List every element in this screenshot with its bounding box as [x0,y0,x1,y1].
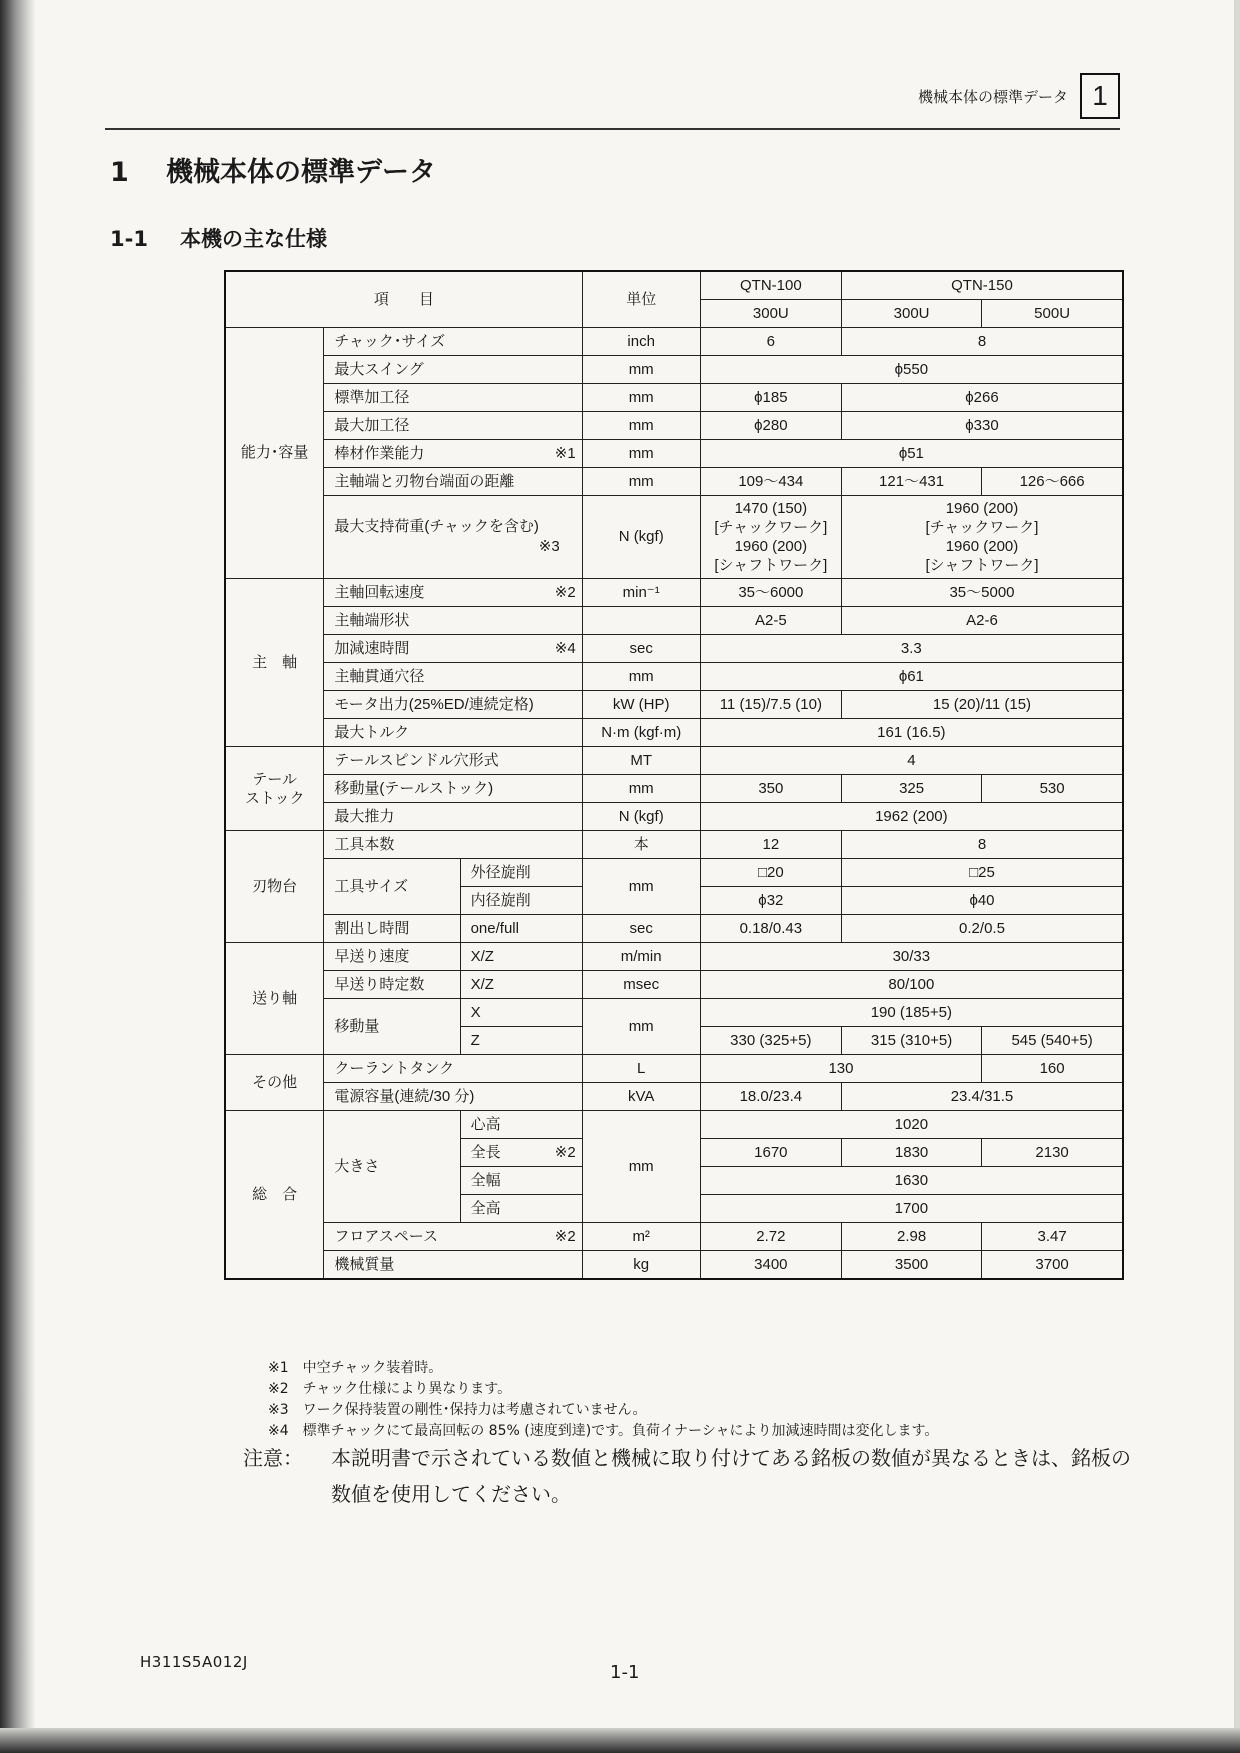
value-cell: 12 [700,831,841,859]
value-cell: 3400 [700,1251,841,1280]
unit-cell: mm [582,440,700,468]
running-header [918,70,1120,122]
value-cell: 1020 [700,1111,1123,1139]
table-row [225,635,1123,663]
value-cell: 18.0/23.4 [700,1083,841,1111]
item-axis-travel: 移動量 [324,999,460,1055]
unit-cell: kVA [582,1083,700,1111]
chapter-title [110,150,436,189]
value-cell: 3.3 [700,635,1123,663]
value-cell: 35～5000 [841,579,1123,607]
sub-item-id: 内径旋削 [460,887,582,915]
item-coolant-tank: クーラントタンク [324,1055,582,1083]
sub-item-length [460,1139,582,1167]
value-cell: 4 [700,747,1123,775]
item-power-capacity: 電源容量(連続/30 分) [324,1083,582,1111]
item-max-load [324,496,582,579]
unit-cell: min⁻¹ [582,579,700,607]
item-tail-taper: テールスピンドル穴形式 [324,747,582,775]
footnote-text: チャック仕様により異なります。 [302,1381,512,1397]
footnote-mark: ※2 [268,1381,289,1397]
value-cell: A2-6 [841,607,1123,635]
value-cell: 0.2/0.5 [841,915,1123,943]
item-std-dia: 標準加工径 [324,384,582,412]
table-row [225,831,1123,859]
unit-cell: MT [582,747,700,775]
unit-cell: N (kgf) [582,803,700,831]
footnote-mark: ※3 [268,1402,289,1418]
footnote [268,1379,938,1400]
sub-item-center-height: 心高 [460,1111,582,1139]
item-label: 棒材作業能力 [334,444,425,462]
value-cell: 2.98 [841,1223,981,1251]
value-cell: 35～6000 [700,579,841,607]
item-spindle-bore: 主軸貫通穴径 [324,663,582,691]
value-cell: ϕ51 [700,440,1123,468]
value-cell: 160 [982,1055,1123,1083]
item-motor-output: モータ出力(25%ED/連続定格) [324,691,582,719]
item-spindle-turret-distance: 主軸端と刃物台端面の距離 [324,468,582,496]
item-rapid-speed: 早送り速度 [324,943,460,971]
value-cell: 530 [982,775,1123,803]
unit-cell: mm [582,859,700,915]
section-title [110,223,327,253]
value-cell: 11 (15)/7.5 (10) [700,691,841,719]
unit-cell: N·m (kgf·m) [582,719,700,747]
table-header-row [225,271,1123,300]
note-mark: ※2 [554,1143,576,1161]
unit-cell: 本 [582,831,700,859]
table-row [225,579,1123,607]
unit-cell: mm [582,1111,700,1223]
item-max-swing: 最大スイング [324,356,582,384]
scan-right-edge [1234,0,1240,1753]
section-title-text: 本機の主な仕様 [180,227,327,251]
value-cell: 1962 (200) [700,803,1123,831]
category-tailstock [225,747,324,831]
caution-text: 本説明書で示されている数値と機械に取り付けてある銘板の数値が異なるときは、銘板の数値を使用してください。 [331,1446,1131,1506]
note-mark: ※4 [554,639,576,657]
footnote-text: 中空チャック装着時。 [302,1360,443,1376]
value-cell: 325 [841,775,981,803]
footnote-mark: ※1 [268,1360,289,1376]
sub-item-height: 全高 [460,1195,582,1223]
header-qtn150-300u: 300U [841,300,981,328]
category-line: ストック [244,789,305,807]
load-value: 1470 (150) [734,500,808,517]
unit-cell: sec [582,635,700,663]
value-cell: 3.47 [982,1223,1123,1251]
item-tool-size: 工具サイズ [324,859,460,915]
table-row [225,915,1123,943]
table-row [225,859,1123,887]
table-row [225,1111,1123,1139]
table-row [225,803,1123,831]
table-row [225,943,1123,971]
value-cell: ϕ185 [700,384,841,412]
header-qtn150: QTN-150 [841,271,1123,300]
table-row [225,747,1123,775]
unit-cell: mm [582,775,700,803]
item-max-torque: 最大トルク [324,719,582,747]
footnote [268,1358,938,1379]
item-label: フロアスペース [334,1227,439,1245]
unit-cell: mm [582,663,700,691]
caution-label: 注意： [243,1446,303,1470]
scan-binding-shadow [0,0,36,1753]
table-row [225,468,1123,496]
footnote-mark: ※4 [268,1423,289,1439]
value-cell: 109～434 [700,468,841,496]
header-qtn100-300u: 300U [700,300,841,328]
sub-item-od: 外径旋削 [460,859,582,887]
table-row [225,607,1123,635]
category-turret: 刃物台 [225,831,324,943]
sub-item: one/full [460,915,582,943]
item-accel-time [324,635,582,663]
item-tool-count: 工具本数 [324,831,582,859]
sub-item: X/Z [460,943,582,971]
value-cell: ϕ40 [841,887,1123,915]
note-mark: ※3 [538,538,560,555]
unit-cell: m² [582,1223,700,1251]
load-note: [チャックワーク] [714,519,828,536]
value-cell: 190 (185+5) [700,999,1123,1027]
unit-cell: m/min [582,943,700,971]
load-value: 1960 (200) [945,500,1019,517]
value-cell: 30/33 [700,943,1123,971]
category-spindle: 主 軸 [225,579,324,747]
value-cell: ϕ280 [700,412,841,440]
table-row [225,775,1123,803]
value-cell: □20 [700,859,841,887]
load-value: 1960 (200) [734,538,808,555]
sub-item-x: X [460,999,582,1027]
table-row [225,971,1123,999]
table-row [225,1223,1123,1251]
header-qtn100: QTN-100 [700,271,841,300]
item-bar-capacity [324,440,582,468]
load-note: [シャフトワーク] [925,557,1039,574]
scan-bottom-shadow [0,1728,1240,1753]
sub-item-z: Z [460,1027,582,1055]
value-cell: 161 (16.5) [700,719,1123,747]
sub-item-width: 全幅 [460,1167,582,1195]
unit-cell: mm [582,412,700,440]
value-cell [841,496,1123,579]
header-rule [105,128,1120,130]
load-value: 1960 (200) [945,538,1019,555]
item-label: 最大支持荷重(チャックを含む) [334,518,539,535]
value-cell: 126～666 [982,468,1123,496]
value-cell: 545 (540+5) [982,1027,1123,1055]
category-feed: 送り軸 [225,943,324,1055]
value-cell: 1830 [841,1139,981,1167]
value-cell: ϕ330 [841,412,1123,440]
unit-cell: N (kgf) [582,496,700,579]
item-spindle-speed [324,579,582,607]
item-spindle-nose: 主軸端形状 [324,607,582,635]
unit-cell: msec [582,971,700,999]
value-cell: ϕ266 [841,384,1123,412]
unit-cell: kW (HP) [582,691,700,719]
running-header-title: 機械本体の標準データ [917,87,1068,106]
item-size: 大きさ [324,1111,460,1223]
value-cell: 130 [700,1055,981,1083]
value-cell: ϕ32 [700,887,841,915]
item-max-thrust: 最大推力 [324,803,582,831]
unit-cell: mm [582,999,700,1055]
value-cell: A2-5 [700,607,841,635]
table-row [225,440,1123,468]
value-cell: 350 [700,775,841,803]
value-cell: 2.72 [700,1223,841,1251]
note-mark: ※2 [554,583,576,601]
table-row [225,356,1123,384]
unit-cell: kg [582,1251,700,1280]
value-cell: 1630 [700,1167,1123,1195]
table-row [225,1083,1123,1111]
page-number: 1-1 [610,1662,640,1683]
value-cell: 1670 [700,1139,841,1167]
value-cell: 3700 [982,1251,1123,1280]
item-label: 主軸回転速度 [334,583,425,601]
chapter-number: 1 [110,157,129,188]
unit-cell: sec [582,915,700,943]
category-capacity: 能力･容量 [225,328,324,579]
unit-cell: inch [582,328,700,356]
value-cell: 121～431 [841,468,981,496]
table-row [225,412,1123,440]
value-cell: 2130 [982,1139,1123,1167]
value-cell: ϕ61 [700,663,1123,691]
category-general: 総 合 [225,1111,324,1280]
footnote [268,1421,938,1442]
table-row [225,691,1123,719]
item-tail-travel: 移動量(テールストック) [324,775,582,803]
footnotes [268,1358,938,1442]
note-mark: ※1 [554,444,576,462]
header-unit: 単位 [582,271,700,328]
header-qtn150-500u: 500U [982,300,1123,328]
table-row [225,663,1123,691]
header-item: 項 目 [225,271,582,328]
table-row [225,1055,1123,1083]
value-cell: 15 (20)/11 (15) [841,691,1123,719]
table-row [225,496,1123,579]
note-mark: ※2 [554,1227,576,1245]
item-label: 全長 [470,1143,501,1161]
table-row [225,384,1123,412]
chapter-number-box: 1 [1080,73,1120,119]
item-chuck-size: チャック･サイズ [324,328,582,356]
sub-item: X/Z [460,971,582,999]
value-cell: □25 [841,859,1123,887]
item-max-dia: 最大加工径 [324,412,582,440]
footnote-text: 標準チャックにて最高回転の 85% (速度到達)です。負荷イナーシャにより加減速時間は変化します。 [302,1423,939,1439]
item-label: 加減速時間 [334,639,410,657]
unit-cell [582,607,700,635]
load-note: [シャフトワーク] [714,557,828,574]
chapter-title-text: 機械本体の標準データ [166,157,436,188]
value-cell: 23.4/31.5 [841,1083,1123,1111]
footnote-text: ワーク保持装置の剛性･保持力は考慮されていません。 [302,1402,647,1418]
table-row [225,999,1123,1027]
category-other: その他 [225,1055,324,1111]
value-cell: 8 [841,328,1123,356]
value-cell: 330 (325+5) [700,1027,841,1055]
item-floor-space [324,1223,582,1251]
caution-notice [243,1440,1143,1512]
item-machine-mass: 機械質量 [324,1251,582,1280]
table-row [225,719,1123,747]
value-cell [700,496,841,579]
value-cell: 315 (310+5) [841,1027,981,1055]
category-line: テール [252,770,298,788]
value-cell: 3500 [841,1251,981,1280]
item-rapid-time-const: 早送り時定数 [324,971,460,999]
unit-cell: mm [582,384,700,412]
footnote [268,1400,938,1421]
value-cell: 6 [700,328,841,356]
value-cell: 1700 [700,1195,1123,1223]
unit-cell: mm [582,356,700,384]
section-number: 1-1 [110,227,148,251]
unit-cell: L [582,1055,700,1083]
unit-cell: mm [582,468,700,496]
spec-table [224,270,1124,1280]
item-index-time: 割出し時間 [324,915,460,943]
load-note: [チャックワーク] [925,519,1039,536]
value-cell: 8 [841,831,1123,859]
table-row [225,1251,1123,1280]
value-cell: ϕ550 [700,356,1123,384]
value-cell: 0.18/0.43 [700,915,841,943]
document-code: H311S5A012J [140,1653,248,1671]
value-cell: 80/100 [700,971,1123,999]
table-row [225,328,1123,356]
